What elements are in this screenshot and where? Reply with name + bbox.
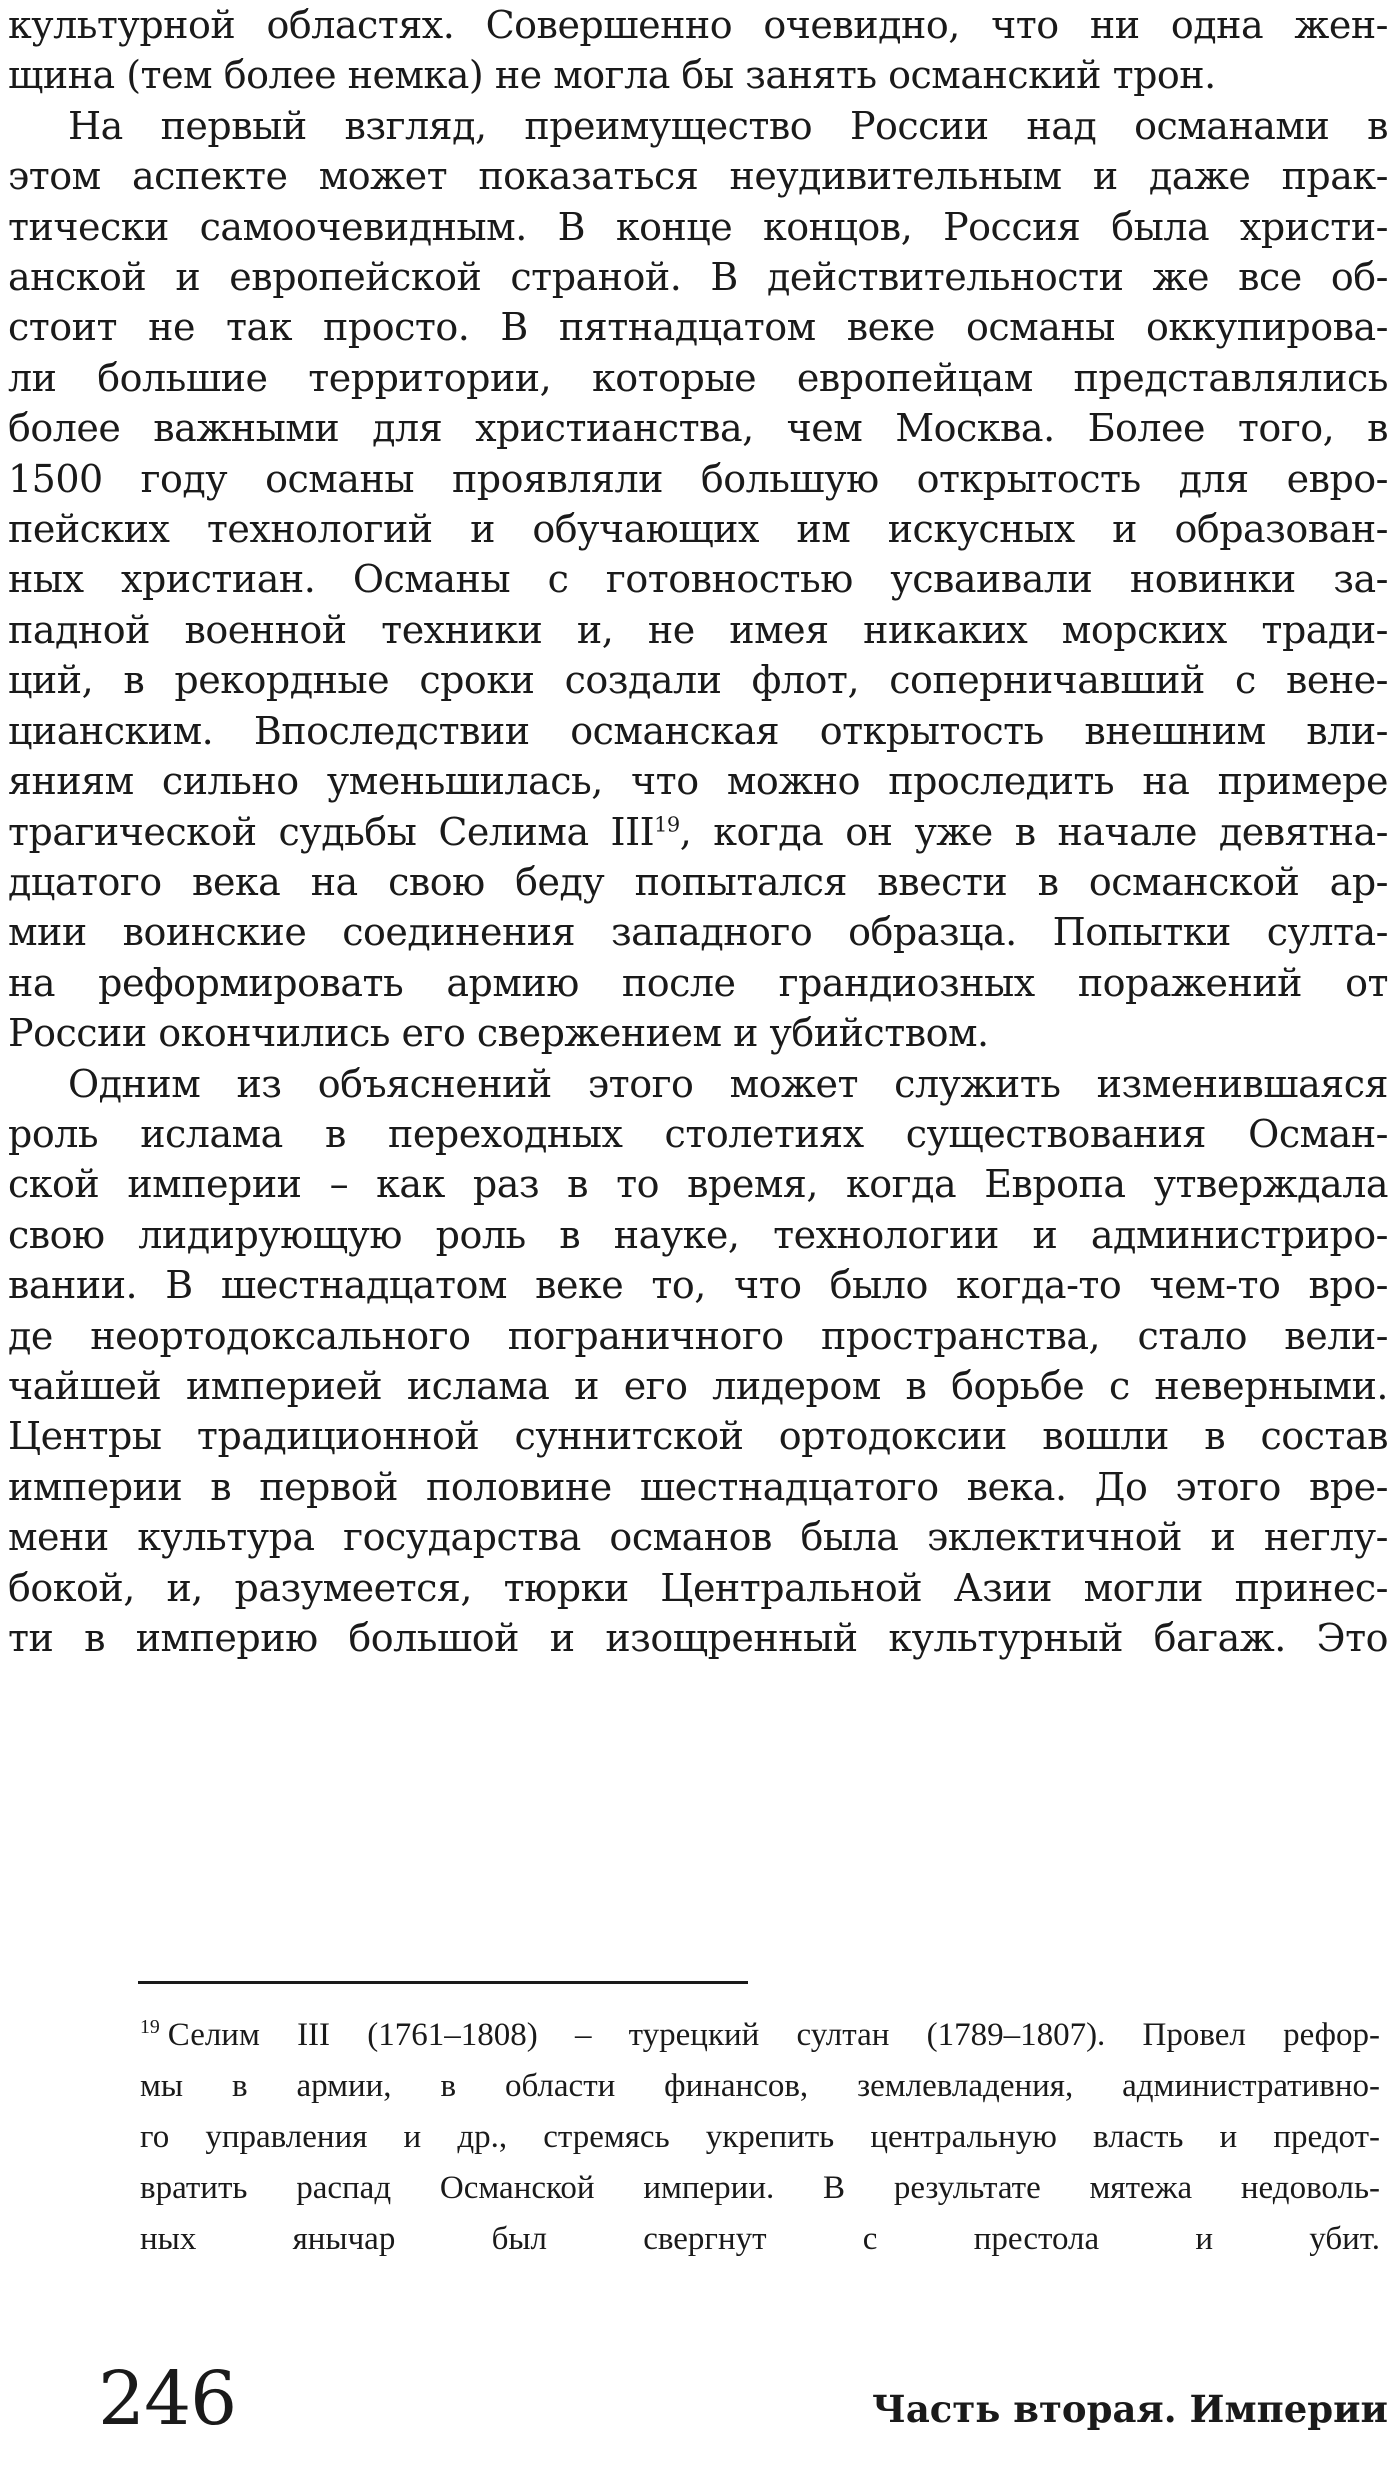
footnote-line (140, 2010, 1380, 2061)
text-line: России окончились его свержением и убийством. (8, 1011, 989, 1056)
footnote-line: го управления и др., стремясь укрепить центральную власть и предот- (140, 2119, 1380, 2155)
text-line: этом аспекте может показаться неудивительным и даже прак- (8, 154, 1388, 199)
text-line: ций, в рекордные сроки создали флот, соперничавший с вене- (8, 658, 1388, 703)
text-line: чайшей империей ислама и его лидером в борьбе с неверными. (8, 1363, 1388, 1408)
text-fragment: , когда он уже в начале девятна- (679, 809, 1388, 854)
text-line: цианским. Впоследствии османская открытость внешним вли- (8, 708, 1388, 753)
text-line: ской империи – как раз в то время, когда Европа утверждала (8, 1162, 1388, 1207)
footnote-line: вратить распад Османской империи. В результате мятежа недоволь- (140, 2170, 1380, 2206)
footnote-line: мы в армии, в области финансов, землевладения, административно- (140, 2068, 1380, 2104)
text-line: на реформировать армию после грандиозных поражений от (8, 960, 1388, 1005)
text-line: мени культура государства османов была эклектичной и неглу- (8, 1515, 1388, 1560)
text-line: вании. В шестнадцатом веке то, что было когда-то чем-то вро- (8, 1263, 1388, 1308)
paragraph-start-line: На первый взгляд, преимущество России над османами в (68, 103, 1388, 148)
text-line: культурной областях. Совершенно очевидно, что ни одна жен- (8, 3, 1388, 47)
text-line: роль ислама в переходных столетиях существования Осман- (8, 1111, 1388, 1156)
text-line: бокой, и, разумеется, тюрки Центральной Азии могли принес- (8, 1565, 1388, 1610)
text-line-with-footnote-ref (8, 807, 1388, 857)
text-line: анской и европейской страной. В действительности же все об- (8, 255, 1388, 300)
running-head: Часть вторая. Империи (872, 2387, 1388, 2431)
text-fragment: трагической судьбы Селима III (8, 809, 655, 854)
text-line: империи в первой половине шестнадцатого века. До этого вре- (8, 1464, 1388, 1509)
text-line: мии воинские соединения западного образца. Попытки султа- (8, 910, 1388, 955)
text-line: тически самоочевидным. В конце концов, Россия была христи- (8, 204, 1388, 249)
text-line: пейских технологий и обучающих им искусных и образован- (8, 507, 1388, 552)
footnote-text: Селим III (1761–1808) – турецкий султан (1789–1807). Провел рефор- (167, 2017, 1380, 2053)
text-line: яниям сильно уменьшилась, что можно проследить на примере (8, 759, 1388, 804)
text-line: ли большие территории, которые европейцам представлялись (8, 355, 1388, 400)
text-line: щина (тем более немка) не могла бы занять османский трон. (8, 53, 1216, 98)
page-number: 246 (98, 2356, 237, 2442)
footnote-separator (138, 1981, 748, 1984)
text-line: ных христиан. Османы с готовностью усваивали новинки за- (8, 557, 1388, 602)
text-line: свою лидирующую роль в науке, технологии и администриро- (8, 1212, 1388, 1257)
footnote-line: ных янычар был свергнут с престола и убит. (140, 2221, 1380, 2257)
text-line: более важными для христианства, чем Москва. Более того, в (8, 406, 1388, 451)
text-line: 1500 году османы проявляли большую открытость для евро- (8, 456, 1388, 501)
page-footer (0, 2354, 1398, 2454)
text-line: падной военной техники и, не имея никаких морских тради- (8, 607, 1388, 652)
footnote (140, 2010, 1380, 2265)
body-text (8, 0, 1388, 1663)
paragraph-start-line: Одним из объяснений этого может служить изменившаяся (68, 1061, 1388, 1106)
text-line: де неортодоксального пограничного пространства, стало вели- (8, 1313, 1388, 1358)
text-line: дцатого века на свою беду попытался ввести в османской ар- (8, 859, 1388, 904)
footnote-reference[interactable]: 19 (654, 811, 680, 836)
text-line: ти в империю большой и изощренный культурный багаж. Это (8, 1616, 1388, 1660)
text-line: стоит не так просто. В пятнадцатом веке османы оккупирова- (8, 305, 1388, 350)
text-line: Центры традиционной суннитской ортодоксии вошли в состав (8, 1414, 1388, 1459)
footnote-mark: 19 (140, 2016, 160, 2038)
